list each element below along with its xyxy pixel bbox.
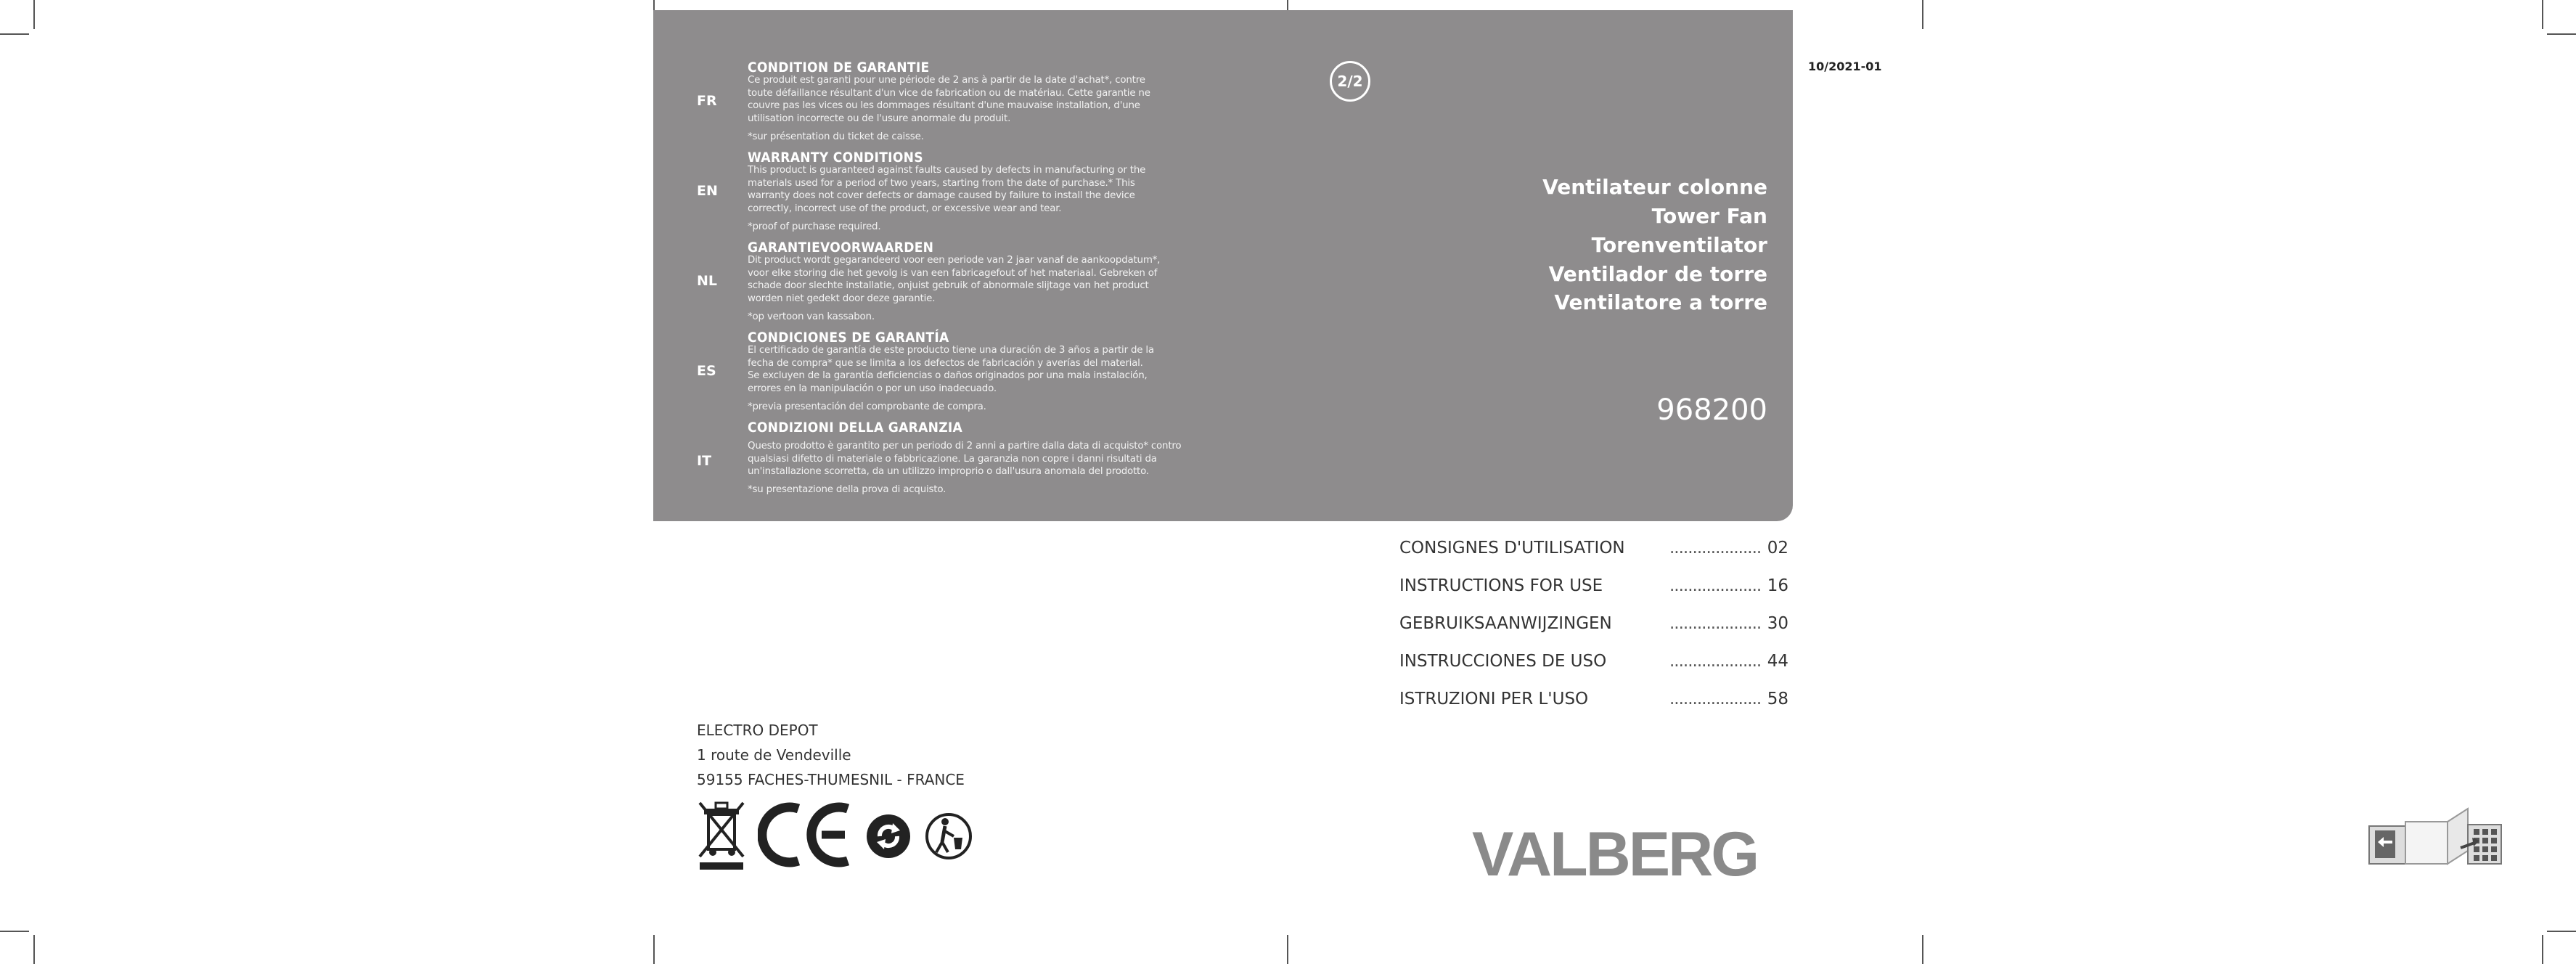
warranty-text: This product is guaranteed against faults caused by defects in manufacturing or the materials used for a period of two years, starting from the date of purchase.* This warranty does not cover defects or damage caused by failure to install the device correctly, incorrect use of the product, or excessive wear and tear. (748, 165, 1146, 214)
ce-mark-icon (758, 798, 852, 871)
toc-entry[interactable] (1399, 539, 1791, 565)
crop-mark (1287, 935, 1288, 964)
toc-label: INSTRUCCIONES DE USO (1399, 652, 1607, 671)
lang-code: ES (697, 363, 716, 379)
crop-mark (33, 0, 35, 29)
document-code: 10/2021-01 (1808, 60, 1882, 73)
product-title: Tower Fan (1651, 204, 1767, 228)
crop-mark (0, 931, 29, 932)
toc-dots: .................... (1669, 690, 1762, 708)
toc-page: 02 (1767, 539, 1788, 557)
tidyman-icon (923, 798, 974, 871)
warranty-note: *su presentazione della prova di acquisto. (748, 484, 946, 495)
weee-bin-icon (695, 798, 748, 871)
crop-mark (2542, 0, 2543, 29)
toc-dots: .................... (1669, 652, 1762, 671)
toc-entry[interactable] (1399, 614, 1791, 640)
warranty-text: El certificado de garantía de este producto tiene una duración de 3 años a partir de la fecha de compra* que se limita a los defectos de fabricación y averías del material. Se excluyen de la garantía deficiencias o daños originados por una mala instalación, errores en la manipulación o por un uso inadecuado. (748, 345, 1154, 394)
toc-label: ISTRUZIONI PER L'USO (1399, 690, 1589, 708)
product-title: Torenventilator (1591, 233, 1767, 257)
toc-page: 44 (1767, 652, 1788, 671)
toc-label: INSTRUCTIONS FOR USE (1399, 576, 1603, 595)
warranty-text: Dit product wordt gegarandeerd voor een periode van 2 jaar vanaf de aankoopdatum*, voor elke storing die het gevolg is van een fabricagefout of het materiaal. Gebreken of schade door slechte installatie, onjuist gebruik of abnormale slijtage van het product worden niet gedekt door deze garantie. (748, 255, 1161, 304)
brand-logo: VALBERG (1472, 820, 1758, 889)
warranty-note: *proof of purchase required. (748, 221, 881, 232)
warranty-note: *previa presentación del comprobante de compra. (748, 401, 986, 412)
toc-label: CONSIGNES D'UTILISATION (1399, 539, 1625, 557)
toc-page: 16 (1767, 576, 1788, 595)
warranty-title: WARRANTY CONDITIONS (748, 150, 923, 166)
crop-mark (653, 935, 655, 964)
model-number: 968200 (1656, 393, 1767, 427)
street-address: 1 route de Vendeville (697, 746, 851, 764)
product-title: Ventilatore a torre (1554, 290, 1767, 314)
toc-page: 58 (1767, 690, 1788, 708)
product-title: Ventilateur colonne (1542, 175, 1767, 199)
crop-mark (33, 935, 35, 964)
page-badge: 2/2 (1330, 61, 1370, 102)
warranty-title: CONDIZIONI DELLA GARANZIA (748, 420, 963, 436)
crop-mark (2547, 33, 2576, 35)
toc-page: 30 (1767, 614, 1788, 633)
crop-mark (1922, 0, 1923, 29)
toc-dots: .................... (1669, 539, 1762, 557)
city-address: 59155 FACHES-THUMESNIL - FRANCE (697, 771, 965, 788)
crop-mark (1922, 935, 1923, 964)
lang-code: EN (697, 183, 718, 199)
recycle-arrows-icon (865, 798, 912, 871)
cover-panel (653, 10, 1793, 521)
lang-code: FR (697, 93, 717, 109)
toc-dots: .................... (1669, 614, 1762, 633)
crop-mark (2542, 935, 2543, 964)
toc-label: GEBRUIKSAANWIJZINGEN (1399, 614, 1612, 633)
warranty-text: Ce produit est garanti pour une période de 2 ans à partir de la date d'achat*, contre toute défaillance résultant d'un vice de fabrication ou de matériau. Cette garantie ne couvre pas les vices ou les dommages résultant d'une mauvaise installation, d'une utilisation incorrecte ou de l'usure anormale du produit. (748, 75, 1150, 124)
warranty-note: *sur présentation du ticket de caisse. (748, 131, 924, 142)
warranty-title: GARANTIEVOORWAARDEN (748, 240, 934, 256)
toc-entry[interactable] (1399, 690, 1791, 716)
product-title: Ventilador de torre (1548, 262, 1767, 286)
toc-entry[interactable] (1399, 652, 1791, 678)
company-name: ELECTRO DEPOT (697, 722, 818, 739)
crop-mark (2547, 931, 2576, 932)
toc-entry[interactable] (1399, 576, 1791, 602)
warranty-text: Questo prodotto è garantito per un periodo di 2 anni a partire dalla data di acquisto* contro qualsiasi difetto di materiale o fabbricazione. La garanzia non copre i danni risultati da un'installazione scorretta, da un utilizzo improprio o dall'usura anomala del prodotto. (748, 441, 1182, 478)
lang-code: NL (697, 273, 718, 289)
lang-code: IT (697, 453, 712, 469)
crop-mark (0, 33, 29, 35)
warranty-title: CONDICIONES DE GARANTÍA (748, 330, 949, 346)
toc-dots: .................... (1669, 576, 1762, 595)
fold-guide-icon (2368, 806, 2503, 867)
warranty-note: *op vertoon van kassabon. (748, 311, 875, 322)
warranty-title: CONDITION DE GARANTIE (748, 60, 930, 75)
